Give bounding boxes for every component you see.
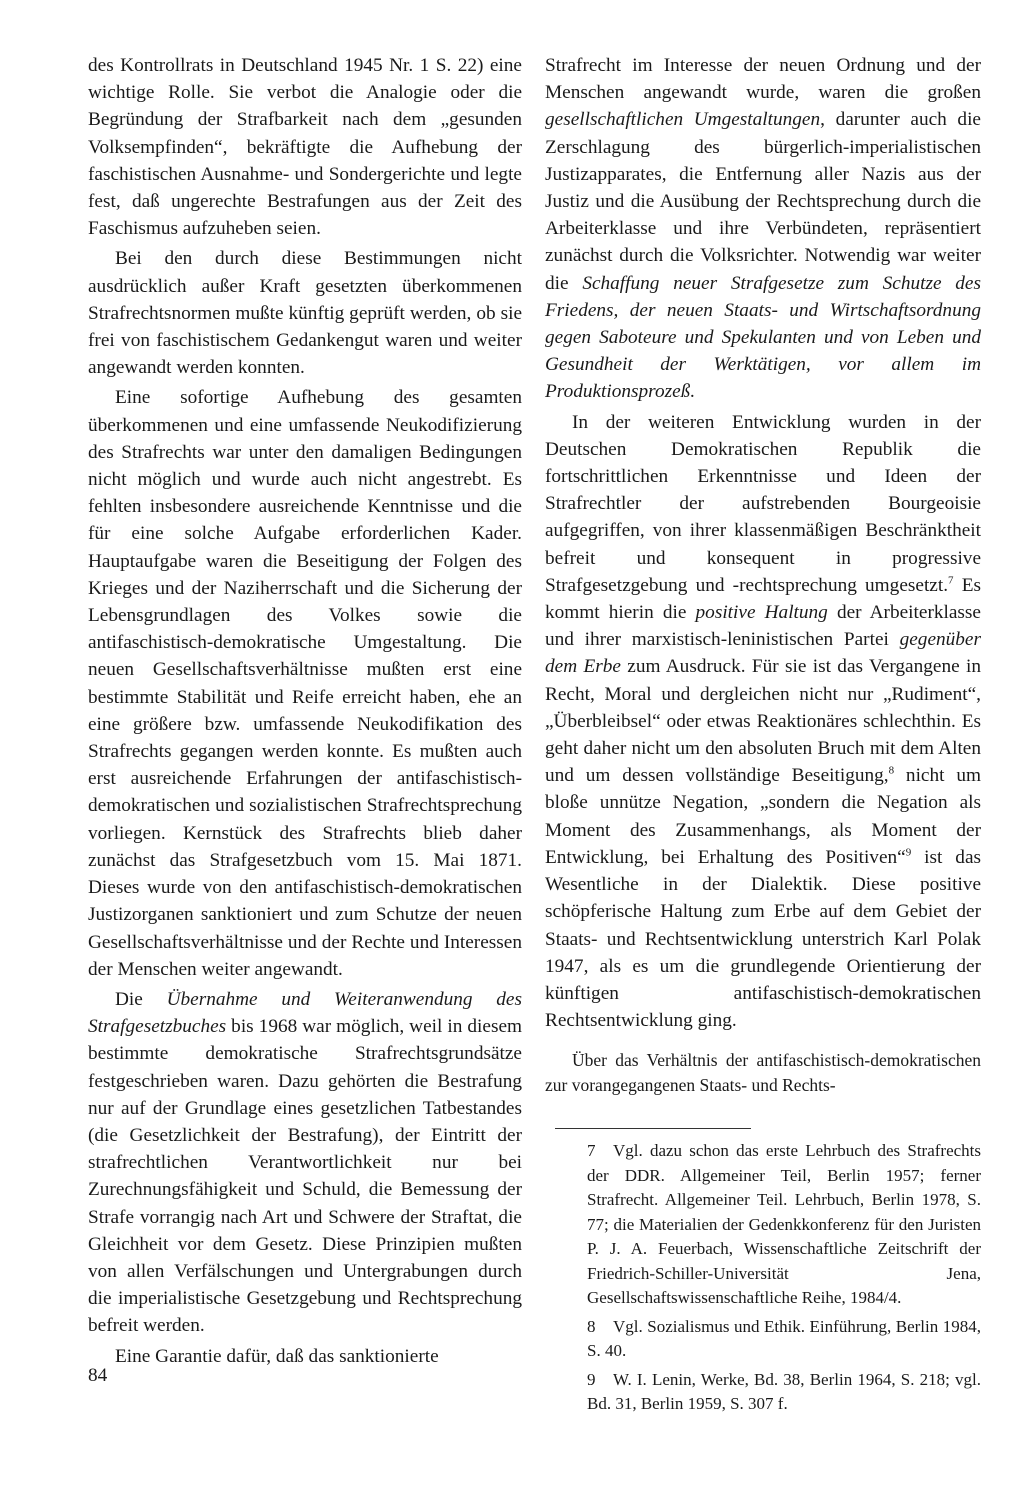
emphasis: gesellschaftlichen Umgestaltungen [545, 109, 821, 131]
text: , darunter auch die Zerschlagung des bürgerlich-imperialistischen Justizapparates, die Entfernung aller Nazis aus der Justiz und die Ausübung der Rechtsprechung durch die Arbeiterklasse und ihre Verbündeten, repräsentiert zunächst durch die Volksrichter. Notwendig war weiter die [545, 109, 981, 294]
paragraph: des Kontrollrats in Deutschland 1945 Nr. 1 S. 22) eine wichtige Rolle. Sie verbot die Analogie oder die Begründung der Strafbarkeit nach dem „gesunden Volksempfinden“, bekräftigte die Aufhebung der faschistischen Ausnahme- und Sondergerichte und legte fest, daß ungerechte Bestrafungen aus der Zeit des Faschismus aufzuheben seien. [88, 55, 522, 240]
footnote [545, 1368, 981, 1417]
footnote-text: W. I. Lenin, Werke, Bd. 38, Berlin 1964, S. 218; vgl. Bd. 31, Berlin 1959, S. 307 f. [587, 1369, 981, 1414]
footnote-divider [555, 1128, 751, 1129]
paragraph [545, 409, 981, 1035]
right-column [545, 52, 981, 1421]
emphasis: Übernahme und Weiteranwendung des Strafgesetzbuches [88, 988, 522, 1038]
small-paragraph: Über das Verhältnis der antifaschistisch-demokratischen zur vorangegangenen Staats- und Rechts- [545, 1050, 981, 1096]
footnote-number: 9 [587, 1369, 596, 1389]
footnote [545, 1139, 981, 1311]
paragraph: Eine sofortige Aufhebung des gesamten überkommenen und eine umfassende Neukodifizierung des Strafrechts war unter den damaligen Bedingungen nicht möglich und wurde auch nicht angestrebt. Es fehlten insbesondere ausreichende Kenntnisse und die für eine solche Aufgabe erforderlichen Kader. Hauptaufgabe waren die Beseitigung der Folgen des Krieges und der Naziherrschaft und die Sicherung der Lebensgrundlagen des Volkes sowie die antifaschistisch-demokratische Umgestaltung. Die neuen Gesellschaftsverhältnisse mußten erst eine bestimmte Stabilität und Reife erreicht haben, ehe an eine größere bzw. umfassende Neukodifikation des Strafrechts gegangen werden konnte. Es mußten auch erst ausreichende Erfahrungen der antifaschistisch-demokratischen und sozialistischen Strafrechtsprechung vorliegen. Kernstück des Strafrechts blieb daher zunächst das Strafgesetzbuch vom 15. Mai 1871. Dieses wurde von den antifaschistisch-demokratischen Justizorganen sanktioniert und zum Schutze der neuen Gesellschaftsverhältnisse und der Rechte und Interessen der Menschen weiter angewandt. [88, 387, 522, 980]
footnote-number: 7 [587, 1141, 596, 1161]
emphasis: gegenüber dem Erbe [545, 629, 981, 678]
emphasis: positive Haltung [695, 602, 828, 624]
text: nicht um bloße unnütze Negation, „sondern die Negation als Moment des Zusammenhangs, als Moment der Entwicklung, bei Erhaltung des Positiven“ [545, 765, 981, 868]
footnote-text: Vgl. dazu schon das erste Lehrbuch des Strafrechts der DDR. Allgemeiner Teil, Berlin 1957; ferner Strafrecht. Allgemeiner Teil. Lehrbuch, Berlin 1978, S. 77; die Materialien der Gedenkkonferenz für den Juristen P. J. A. Feuerbach, Wissenschaftliche Zeitschrift der Friedrich-Schiller-Universität Jena, Gesellschaftswissenschaftliche Reihe, 1984/4. [587, 1141, 981, 1308]
text: Es kommt hierin die [545, 574, 981, 624]
text: Die [115, 988, 167, 1010]
text: der Arbeiterklasse und ihrer marxistisch-leninistischen Partei [545, 602, 981, 651]
footnote-number: 8 [587, 1316, 596, 1336]
left-column [88, 52, 522, 1370]
page-number: 84 [88, 1365, 108, 1386]
emphasis: Schaffung neuer Strafgesetze zum Schutze des Friedens, der neuen Staats- und Wirtschaftsordnung gegen Saboteure und Spekulanten und von Leben und Gesundheit der Werktätigen, vor allem im Produktionsprozeß. [545, 272, 981, 403]
text: zum Ausdruck. Für sie ist das Vergangene in Recht, Moral und dergleichen nicht nur „Rudiment“, „Überbleibsel“ oder etwas Reaktionäres schlechthin. Es geht daher nicht um den absoluten Bruch mit dem Alten und um dessen vollständige Beseitigung, [545, 656, 981, 787]
footnote-ref: 7 [948, 574, 954, 587]
paragraph: Bei den durch diese Bestimmungen nicht ausdrücklich außer Kraft gesetzten überkommenen Strafrechtsnormen mußte künftig geprüft werden, ob sie frei von faschistischem Gedankengut waren und weiter angewandt werden konnten. [88, 248, 522, 379]
footnote-ref: 8 [888, 764, 895, 777]
text: Strafrecht im Interesse der neuen Ordnung und der Menschen angewandt wurde, waren die großen [545, 55, 981, 104]
footnote [545, 1315, 981, 1364]
paragraph [545, 52, 981, 406]
paragraph: Eine Garantie dafür, daß das sanktionierte [115, 1345, 439, 1367]
paragraph [88, 986, 522, 1340]
text: bis 1968 war möglich, weil in diesem bestimmte demokratische Strafrechtsgrundsätze festgeschrieben waren. Dazu gehörten die Bestrafung nur auf der Grundlage eines gesetzlichen Tatbestandes (die Gesetzlichkeit der Bestrafung), der Eintritt der strafrechtlichen Verantwortlichkeit nur bei Zurechnungsfähigkeit und Schuld, die Bemessung der Strafe vorrangig nach Art und Schwere der Straftat, die Gleichheit vor dem Gesetz. Diese Prinzipien mußten von allen Verfälschungen und Untergrabungen durch die imperialistische Gesetzgebung und Rechtsprechung befreit werden. [88, 1016, 522, 1337]
footnote-ref: 9 [905, 846, 912, 859]
text: In der weiteren Entwicklung wurden in der Deutschen Demokratischen Republik die fortschrittlichen Erkenntnisse und Ideen der Strafrechtler der aufstrebenden Bourgeoisie aufgegriffen, von ihrer klassenmäßigen Beschränktheit befreit und konsequent in progressive Strafgesetzgebung und -rechtsprechung umgesetzt. [545, 411, 981, 596]
footnote-text: Vgl. Sozialismus und Ethik. Einführung, Berlin 1984, S. 40. [587, 1316, 981, 1361]
text: ist das Wesentliche in der Dialektik. Diese positive schöpferische Haltung zum Erbe auf dem Gebiet der Staats- und Rechtsentwicklung unterstrich Karl Polak 1947, als es um die grundlegende Orientierung der künftigen antifaschistisch-demokratischen Rechtsentwicklung ging. [545, 846, 982, 1032]
